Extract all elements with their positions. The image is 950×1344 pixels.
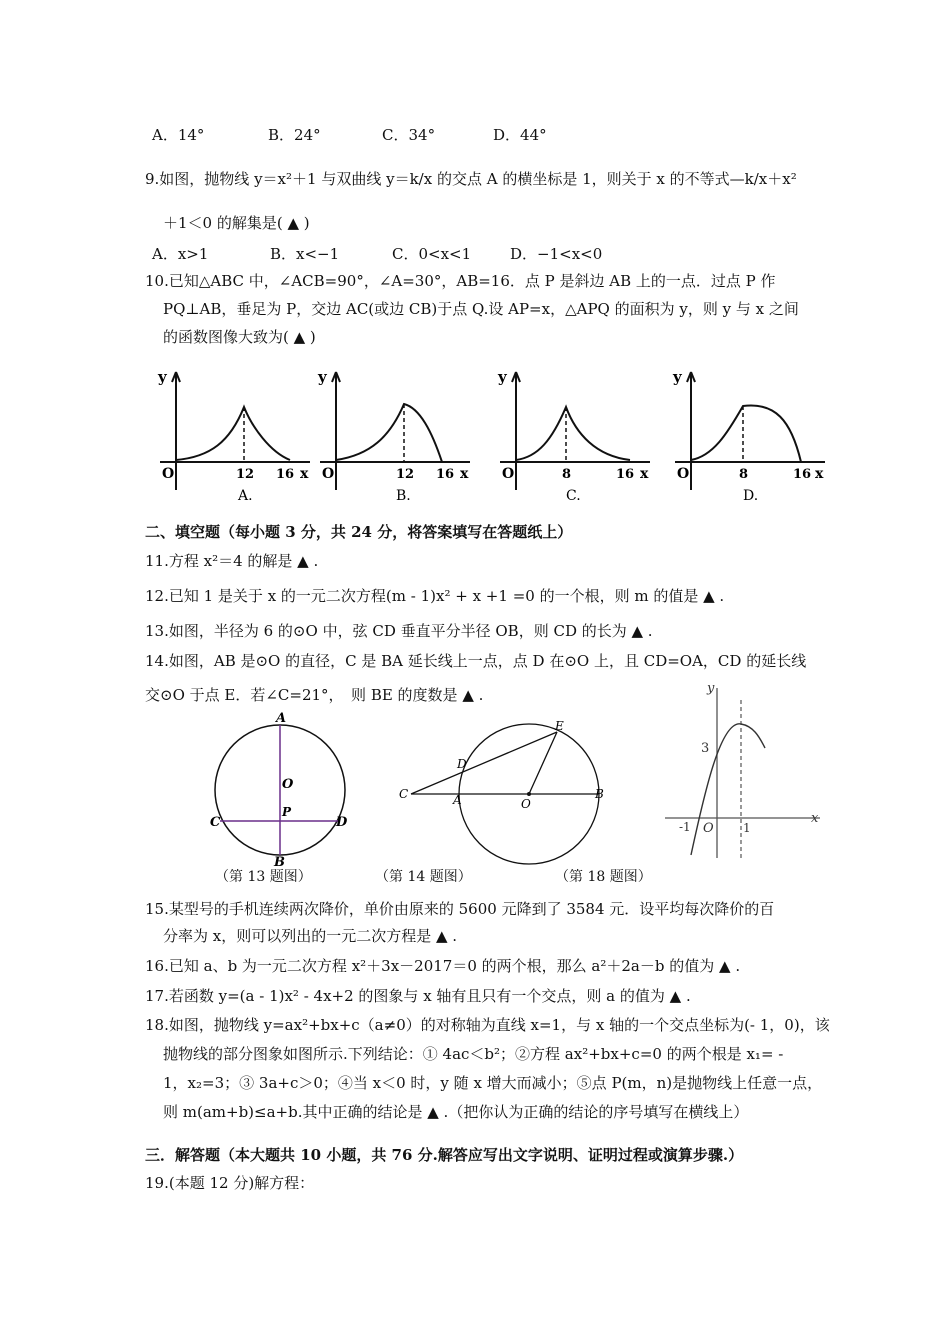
q16: 16.已知 a、b 为一元二次方程 x²＋3x－2017＝0 的两个根，那么 a²＋2a－b 的值为 ▲ . <box>145 957 741 975</box>
q14-line1: 14.如图，AB 是⊙O 的直径，C 是 BA 延长线上一点，点 D 在⊙O 上，且 CD=OA，CD 的延长线 <box>145 652 807 670</box>
q18-line3: 1，x₂=3；③ 3a+c＞0；④当 x＜0 时，y 随 x 增大而减小；⑤点 P(m，n)是抛物线上任意一点， <box>163 1074 823 1092</box>
fig13-label-b: B <box>274 855 285 870</box>
section2-title: 二、填空题（每小题 3 分，共 24 分，将答案填写在答题纸上） <box>145 523 573 541</box>
fig14-label-b: B <box>595 787 604 801</box>
q10-graph-d-origin: O <box>677 466 690 482</box>
q10-graph-b-end: 16 <box>436 467 455 482</box>
q9-choice-c: C．0<x<1 <box>392 245 472 263</box>
q9-choice-a: A．x>1 <box>152 245 209 263</box>
q9-choice-b: B．x<−1 <box>270 245 340 263</box>
fig18 <box>665 680 825 860</box>
q8-choice-b: B．24° <box>268 126 321 144</box>
q10-graph-b-y-label: y <box>318 368 327 386</box>
fig18-label-1: 1 <box>743 821 751 835</box>
q10-graph-c-label: C. <box>566 488 581 504</box>
q10-graph-b-x-label: x <box>460 466 469 482</box>
q9-choice-d: D．−1<x<0 <box>510 245 603 263</box>
q10-graph-a-origin: O <box>162 466 175 482</box>
q18-line1: 18.如图，抛物线 y=ax²+bx+c（a≠0）的对称轴为直线 x=1，与 x 轴的一个交点坐标为(- 1，0)，该 <box>145 1016 830 1034</box>
q10-graph-d-end: 16 <box>793 467 812 482</box>
fig13-caption: （第 13 题图） <box>215 869 312 885</box>
fig18-label-y: y <box>707 681 715 696</box>
fig14-label-e: E <box>555 719 564 733</box>
fig13-label-p: P <box>282 805 292 819</box>
q11: 11.方程 x²＝4 的解是 ▲ . <box>145 552 319 570</box>
q10-graph-d-label: D. <box>743 488 759 504</box>
section3-title: 三．解答题（本大题共 10 小题，共 76 分.解答应写出文字说明、证明过程或演算步骤.） <box>145 1146 744 1164</box>
q10-graph-a-y-label: y <box>158 368 167 386</box>
q10-graph-d-y-label: y <box>673 368 682 386</box>
q10-graph-b-peak: 12 <box>396 467 415 482</box>
q10-graphs <box>140 362 840 512</box>
q10-graph-c-end: 16 <box>616 467 635 482</box>
fig13-label-o: O <box>282 777 294 792</box>
fig18-label-3: 3 <box>701 741 710 756</box>
q12: 12.已知 1 是关于 x 的一元二次方程(m - 1)x² + x +1 =0 的一个根，则 m 的值是 ▲ . <box>145 587 725 605</box>
q9-line2: ＋1＜0 的解集是( ▲ ) <box>163 214 310 232</box>
fig14-label-c: C <box>399 787 409 801</box>
fig13-label-a: A <box>276 711 287 726</box>
q10-graph-b-origin: O <box>322 466 335 482</box>
fig14-label-o: O <box>521 797 531 811</box>
q19: 19.(本题 12 分)解方程： <box>145 1174 315 1192</box>
q10-graph-b-label: B. <box>396 488 411 504</box>
q10-graph-c-peak: 8 <box>562 467 572 482</box>
q10-graph-a-peak: 12 <box>236 467 255 482</box>
q18-line2: 抛物线的部分图象如图所示.下列结论：① 4ac＜b²；②方程 ax²+bx+c=0 的两个根是 x₁= - <box>163 1045 784 1063</box>
fig14 <box>395 716 620 866</box>
fig18-label-o: O <box>703 821 714 836</box>
q10-graph-d-peak: 8 <box>739 467 749 482</box>
q8-choice-d: D．44° <box>493 126 547 144</box>
q10-graph-c-x-label: x <box>640 466 649 482</box>
fig14-label-d: D <box>457 757 467 771</box>
fig14-label-a: A <box>453 793 462 807</box>
fig14-caption: （第 14 题图） <box>375 869 472 885</box>
q10-graph-d-x-label: x <box>815 466 824 482</box>
q17: 17.若函数 y=(a - 1)x² - 4x+2 的图象与 x 轴有且只有一个交点，则 a 的值为 ▲ . <box>145 987 691 1005</box>
q8-choice-c: C．34° <box>382 126 436 144</box>
q10-line3: 的函数图像大致为( ▲ ) <box>163 328 316 346</box>
q8-choice-a: A．14° <box>152 126 205 144</box>
q10-graph-b <box>317 368 470 504</box>
q10-line1: 10.已知△ABC 中，∠ACB=90°，∠A=30°，AB=16．点 P 是斜边 AB 上的一点．过点 P 作 <box>145 272 776 290</box>
q15-line1: 15.某型号的手机连续两次降价，单价由原来的 5600 元降到了 3584 元．设平均每次降价的百 <box>145 900 775 918</box>
q10-graph-c-origin: O <box>502 466 515 482</box>
q10-graph-a-end: 16 <box>276 467 295 482</box>
q13: 13.如图，半径为 6 的⊙O 中，弦 CD 垂直平分半径 OB，则 CD 的长为 ▲ . <box>145 622 653 640</box>
fig13 <box>200 708 360 870</box>
fig18-label-neg1: -1 <box>679 820 691 834</box>
q14-line2: 交⊙O 于点 E．若∠C=21°， 则 BE 的度数是 ▲ . <box>145 686 484 704</box>
q10-graph-c <box>497 368 650 504</box>
fig13-label-d: D <box>336 815 348 830</box>
q10-graph-c-y-label: y <box>498 368 507 386</box>
fig18-caption: （第 18 题图） <box>555 869 652 885</box>
q10-graph-a-label: A. <box>238 488 253 504</box>
q10-graph-a <box>157 368 310 504</box>
q9-line1: 9.如图，抛物线 y＝x²＋1 与双曲线 y＝k/x 的交点 A 的横坐标是 1，则关于 x 的不等式—k/x＋x² <box>145 170 797 188</box>
q18-line4: 则 m(am+b)≤a+b.其中正确的结论是 ▲ .（把你认为正确的结论的序号填写在横线上） <box>163 1103 749 1121</box>
q10-graph-d <box>672 368 825 504</box>
fig13-label-c: C <box>210 815 221 830</box>
q15-line2: 分率为 x，则可以列出的一元二次方程是 ▲ . <box>163 927 458 945</box>
fig18-label-x: x <box>811 811 819 826</box>
q10-line2: PQ⊥AB，垂足为 P，交边 AC(或边 CB)于点 Q.设 AP=x，△APQ 的面积为 y，则 y 与 x 之间 <box>163 300 799 318</box>
q10-graph-a-x-label: x <box>300 466 309 482</box>
